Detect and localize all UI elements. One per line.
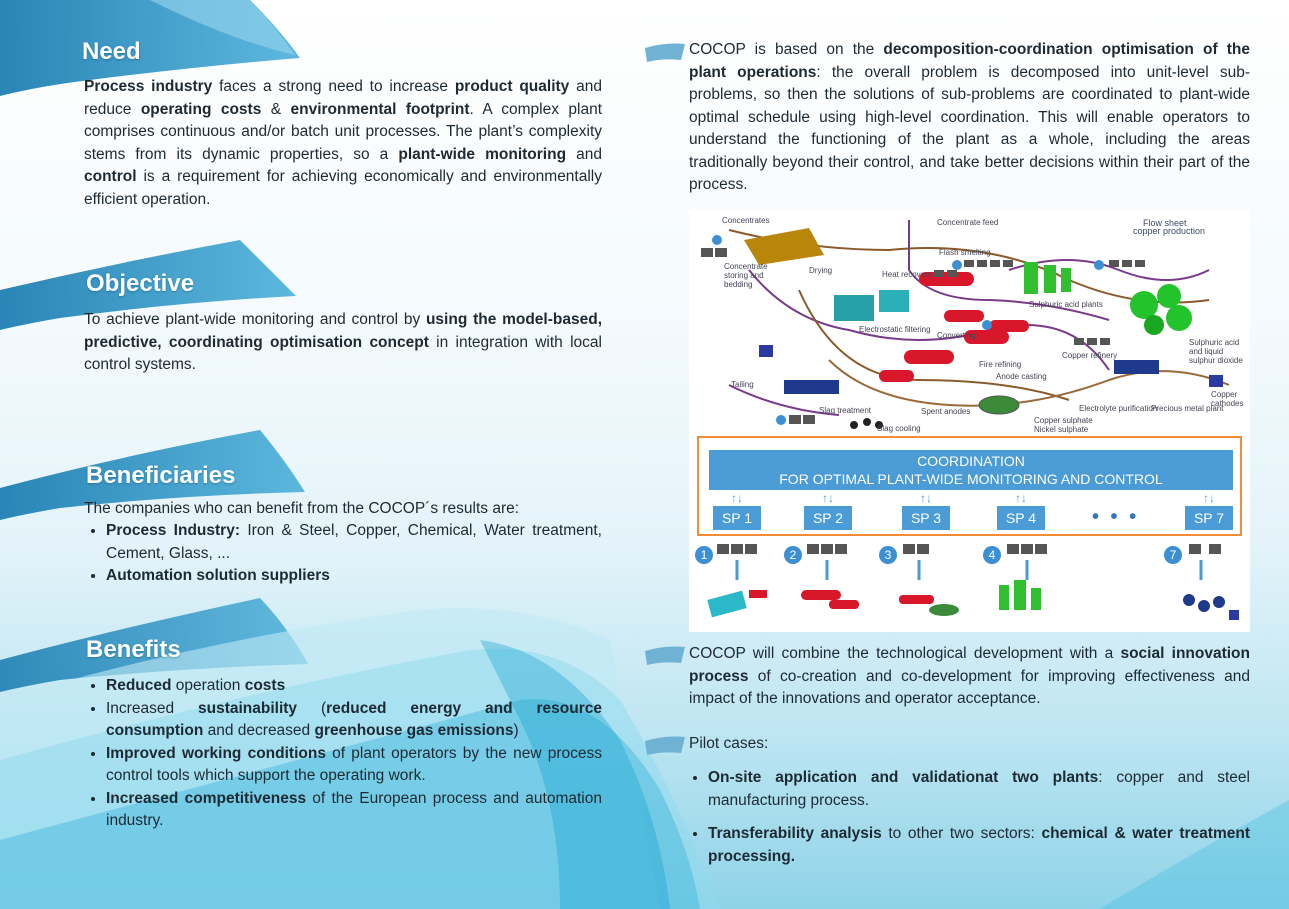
- flow-sheet-diagram: [689, 210, 1250, 432]
- benefits-list: [84, 675, 602, 833]
- list-item: • Improved working conditions of plant operators by the new process control tools which support the operating work.: [106, 743, 602, 788]
- beneficiaries-intro: The companies who can benefit from the COCOP´s results are:: [84, 500, 520, 517]
- decomposition-paragraph: COCOP is based on the decomposition-coordination optimisation of the plant operations: the overall problem is decomposed into unit-level sub-problems, so then the solutions of sub-problems are coordinated to plant-wide optimal schedule using high-level coordination. This will enable operators to understand the functioning of the plant as a whole, including the areas traditionally beyond their control, and take better decisions within their part of the process.: [689, 41, 1250, 193]
- number-badge: 1: [695, 546, 713, 564]
- figure-label: Electrolyte purification: [1079, 404, 1158, 413]
- figure-label: Copper refinery: [1062, 351, 1118, 360]
- figure-label: Tailing: [731, 380, 754, 389]
- sp4-box: SP 4: [997, 506, 1045, 530]
- coordination-bar: [709, 450, 1233, 490]
- sp1-box: SP 1: [713, 506, 761, 530]
- social-innovation-paragraph: COCOP will combine the technological development with a social innovation process of co-creation and co-development for improving effectiveness and impact of the innovations and operator acceptance.: [689, 645, 1250, 707]
- figure-label: Converting: [937, 331, 976, 340]
- figure-label: Concentrate feed: [937, 218, 999, 227]
- ellipsis: • • •: [1092, 506, 1140, 528]
- figure-label: Copper sulphate Nickel sulphate: [1034, 416, 1093, 434]
- figure-label: Sulphuric acid and liquid sulphur dioxide: [1189, 338, 1243, 365]
- list-item: • Transferability analysis to other two sectors: chemical & water treatment processing.: [708, 823, 1250, 868]
- list-item: • Automation solution suppliers: [106, 565, 602, 588]
- arrow-icon: ↑↓: [731, 491, 743, 505]
- list-item: • Increased competitiveness of the European process and automation industry.: [106, 788, 602, 833]
- flag-icon: [645, 735, 685, 755]
- list-item: • Increased sustainability (reduced energy and resource consumption and decreased greenhouse gas emissions): [106, 698, 602, 743]
- coordination-subtitle: FOR OPTIMAL PLANT-WIDE MONITORING AND CONTROL: [779, 471, 1163, 487]
- benefits-heading: Benefits: [86, 636, 181, 663]
- arrow-icon: ↑↓: [822, 491, 834, 505]
- figure-label: Precious metal plant: [1151, 404, 1224, 413]
- figure-label: Electrostatic filtering: [859, 325, 931, 334]
- figure-label: Anode casting: [996, 372, 1047, 381]
- list-item: • Process Industry: Iron & Steel, Copper, Chemical, Water treatment, Cement, Glass, ...: [106, 520, 602, 565]
- subprocess-illustrations: [689, 540, 1250, 632]
- figure-label: Flash smelting: [939, 248, 991, 257]
- flow-subtitle: copper production: [1133, 226, 1206, 236]
- figure-label: Sulphuric acid plants: [1029, 300, 1103, 309]
- list-item: • On-site application and validationat two plants: copper and steel manufacturing process.: [708, 767, 1250, 812]
- need-paragraph: Process industry faces a strong need to increase product quality and reduce operating costs & environmental footprint. A complex plant comprises continuous and/or batch unit processes. The plant’s complexity stems from its dynamic properties, so a plant-wide monitoring and control is a requirement for achieving economically and environmentally efficient operation.: [84, 78, 603, 208]
- figure-label: Slag treatment: [819, 406, 872, 415]
- figure-label: Fire refining: [979, 360, 1022, 369]
- objective-paragraph: To achieve plant-wide monitoring and control by using the model-based, predictive, coordinating optimisation concept in integration with local control systems.: [84, 311, 602, 373]
- figure-label: Copper cathodes: [1211, 390, 1244, 408]
- figure-label: Concentrates: [722, 216, 770, 225]
- number-badge: 3: [879, 546, 897, 564]
- sp2-box: SP 2: [804, 506, 852, 530]
- flag-icon: [645, 42, 685, 62]
- arrow-icon: ↑↓: [1015, 491, 1027, 505]
- figure-label: Drying: [809, 266, 833, 275]
- beneficiaries-heading: Beneficiaries: [86, 462, 236, 489]
- beneficiaries-list: [84, 520, 602, 588]
- figure-label: Heat recovery: [882, 270, 932, 279]
- number-badge: 4: [983, 546, 1001, 564]
- figure-label: Slag cooling: [877, 424, 921, 433]
- number-badge: 2: [784, 546, 802, 564]
- objective-heading: Objective: [86, 270, 195, 297]
- number-badge: 7: [1164, 546, 1182, 564]
- arrow-icon: ↑↓: [920, 491, 932, 505]
- list-item: • Reduced operation costs: [106, 675, 602, 698]
- pilot-cases-heading: Pilot cases:: [689, 735, 769, 752]
- coordination-title: COORDINATION: [917, 453, 1025, 469]
- pilot-cases-list: [686, 767, 1250, 868]
- flag-icon: [645, 645, 685, 665]
- cocop-figure: [689, 210, 1250, 632]
- figure-label: Concentrate storing and bedding: [724, 262, 768, 289]
- arrow-icon: ↑↓: [1203, 491, 1215, 505]
- need-heading: Need: [82, 38, 141, 65]
- figure-label: Spent anodes: [921, 407, 971, 416]
- flow-title: Flow sheet: [1143, 218, 1187, 228]
- sp3-box: SP 3: [902, 506, 950, 530]
- sp7-box: SP 7: [1185, 506, 1233, 530]
